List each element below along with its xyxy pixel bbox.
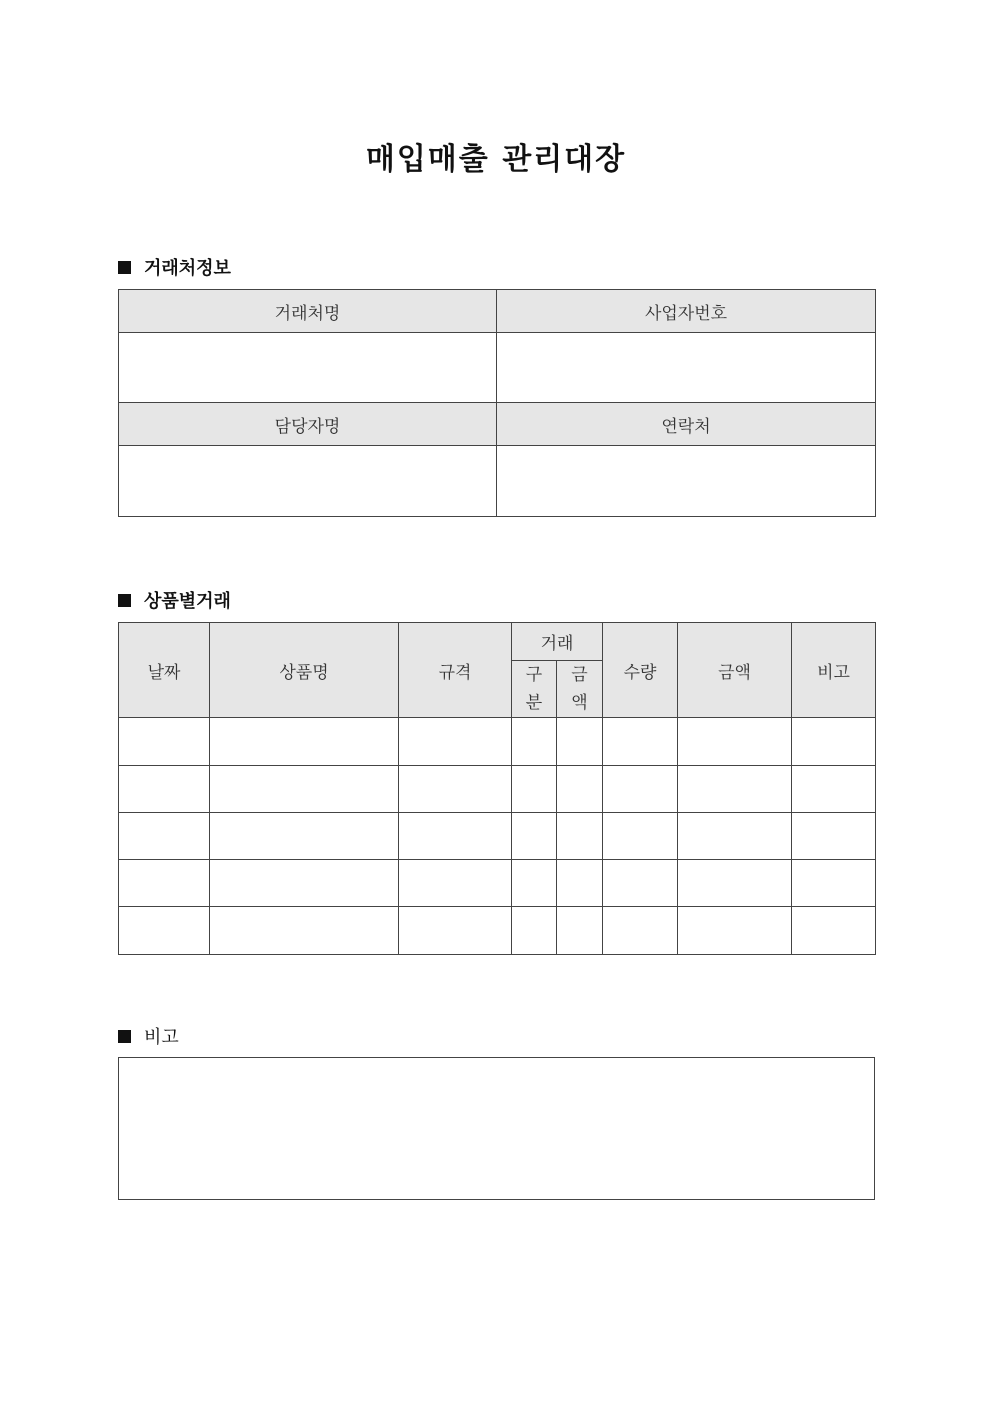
partner-info-table	[118, 289, 876, 517]
phone-header: 연락처	[497, 403, 876, 446]
notes-section-label: 비고	[144, 1027, 179, 1048]
note-header: 비고	[792, 623, 876, 718]
spec-cell[interactable]	[399, 718, 512, 766]
type-cell[interactable]	[512, 813, 557, 860]
tx-amount-cell[interactable]	[557, 813, 603, 860]
type-header-char-1: 구	[525, 665, 543, 685]
type-cell[interactable]	[512, 718, 557, 766]
business-number-field[interactable]	[497, 333, 876, 403]
note-cell[interactable]	[792, 813, 876, 860]
table-row	[119, 718, 876, 766]
product-name-header: 상품명	[210, 623, 399, 718]
tx-amount-header-char-1: 금	[571, 665, 588, 685]
product-section-label: 상품별거래	[144, 591, 231, 612]
price-header: 금액	[678, 623, 792, 718]
table-row	[119, 860, 876, 907]
transaction-header: 거래	[512, 623, 603, 661]
date-cell[interactable]	[119, 718, 210, 766]
product-name-cell[interactable]	[210, 860, 399, 907]
notes-section-heading	[118, 1023, 179, 1049]
partner-section-heading	[118, 254, 231, 280]
contact-person-field[interactable]	[119, 446, 497, 517]
product-name-cell[interactable]	[210, 813, 399, 860]
product-name-cell[interactable]	[210, 766, 399, 813]
partner-name-header: 거래처명	[119, 290, 497, 333]
type-cell[interactable]	[512, 766, 557, 813]
price-cell[interactable]	[678, 860, 792, 907]
tx-amount-header	[557, 661, 603, 718]
type-cell[interactable]	[512, 860, 557, 907]
price-cell[interactable]	[678, 907, 792, 955]
note-cell[interactable]	[792, 718, 876, 766]
phone-field[interactable]	[497, 446, 876, 517]
type-cell[interactable]	[512, 907, 557, 955]
product-transaction-table	[118, 622, 876, 955]
table-row	[119, 813, 876, 860]
date-header: 날짜	[119, 623, 210, 718]
product-name-cell[interactable]	[210, 907, 399, 955]
spec-cell[interactable]	[399, 860, 512, 907]
tx-amount-cell[interactable]	[557, 718, 603, 766]
note-cell[interactable]	[792, 907, 876, 955]
business-number-header: 사업자번호	[497, 290, 876, 333]
tx-amount-header-char-2: 액	[571, 693, 588, 713]
contact-person-header: 담당자명	[119, 403, 497, 446]
quantity-cell[interactable]	[603, 766, 678, 813]
quantity-header: 수량	[603, 623, 678, 718]
square-bullet-icon	[118, 594, 131, 607]
price-cell[interactable]	[678, 718, 792, 766]
quantity-cell[interactable]	[603, 907, 678, 955]
tx-amount-cell[interactable]	[557, 907, 603, 955]
price-cell[interactable]	[678, 766, 792, 813]
partner-section-label: 거래처정보	[144, 258, 231, 279]
date-cell[interactable]	[119, 813, 210, 860]
table-row	[119, 766, 876, 813]
price-cell[interactable]	[678, 813, 792, 860]
product-name-cell[interactable]	[210, 718, 399, 766]
type-header	[512, 661, 557, 718]
note-cell[interactable]	[792, 860, 876, 907]
type-header-char-2: 분	[525, 693, 543, 713]
quantity-cell[interactable]	[603, 718, 678, 766]
date-cell[interactable]	[119, 907, 210, 955]
tx-amount-cell[interactable]	[557, 860, 603, 907]
product-section-heading	[118, 587, 231, 613]
table-row	[119, 907, 876, 955]
square-bullet-icon	[118, 261, 131, 274]
square-bullet-icon	[118, 1030, 131, 1043]
partner-name-field[interactable]	[119, 333, 497, 403]
tx-amount-cell[interactable]	[557, 766, 603, 813]
spec-cell[interactable]	[399, 813, 512, 860]
note-cell[interactable]	[792, 766, 876, 813]
quantity-cell[interactable]	[603, 860, 678, 907]
spec-cell[interactable]	[399, 766, 512, 813]
notes-field[interactable]	[118, 1057, 875, 1200]
spec-header: 규격	[399, 623, 512, 718]
page-title: 매입매출 관리대장	[365, 142, 627, 177]
date-cell[interactable]	[119, 766, 210, 813]
date-cell[interactable]	[119, 860, 210, 907]
spec-cell[interactable]	[399, 907, 512, 955]
quantity-cell[interactable]	[603, 813, 678, 860]
